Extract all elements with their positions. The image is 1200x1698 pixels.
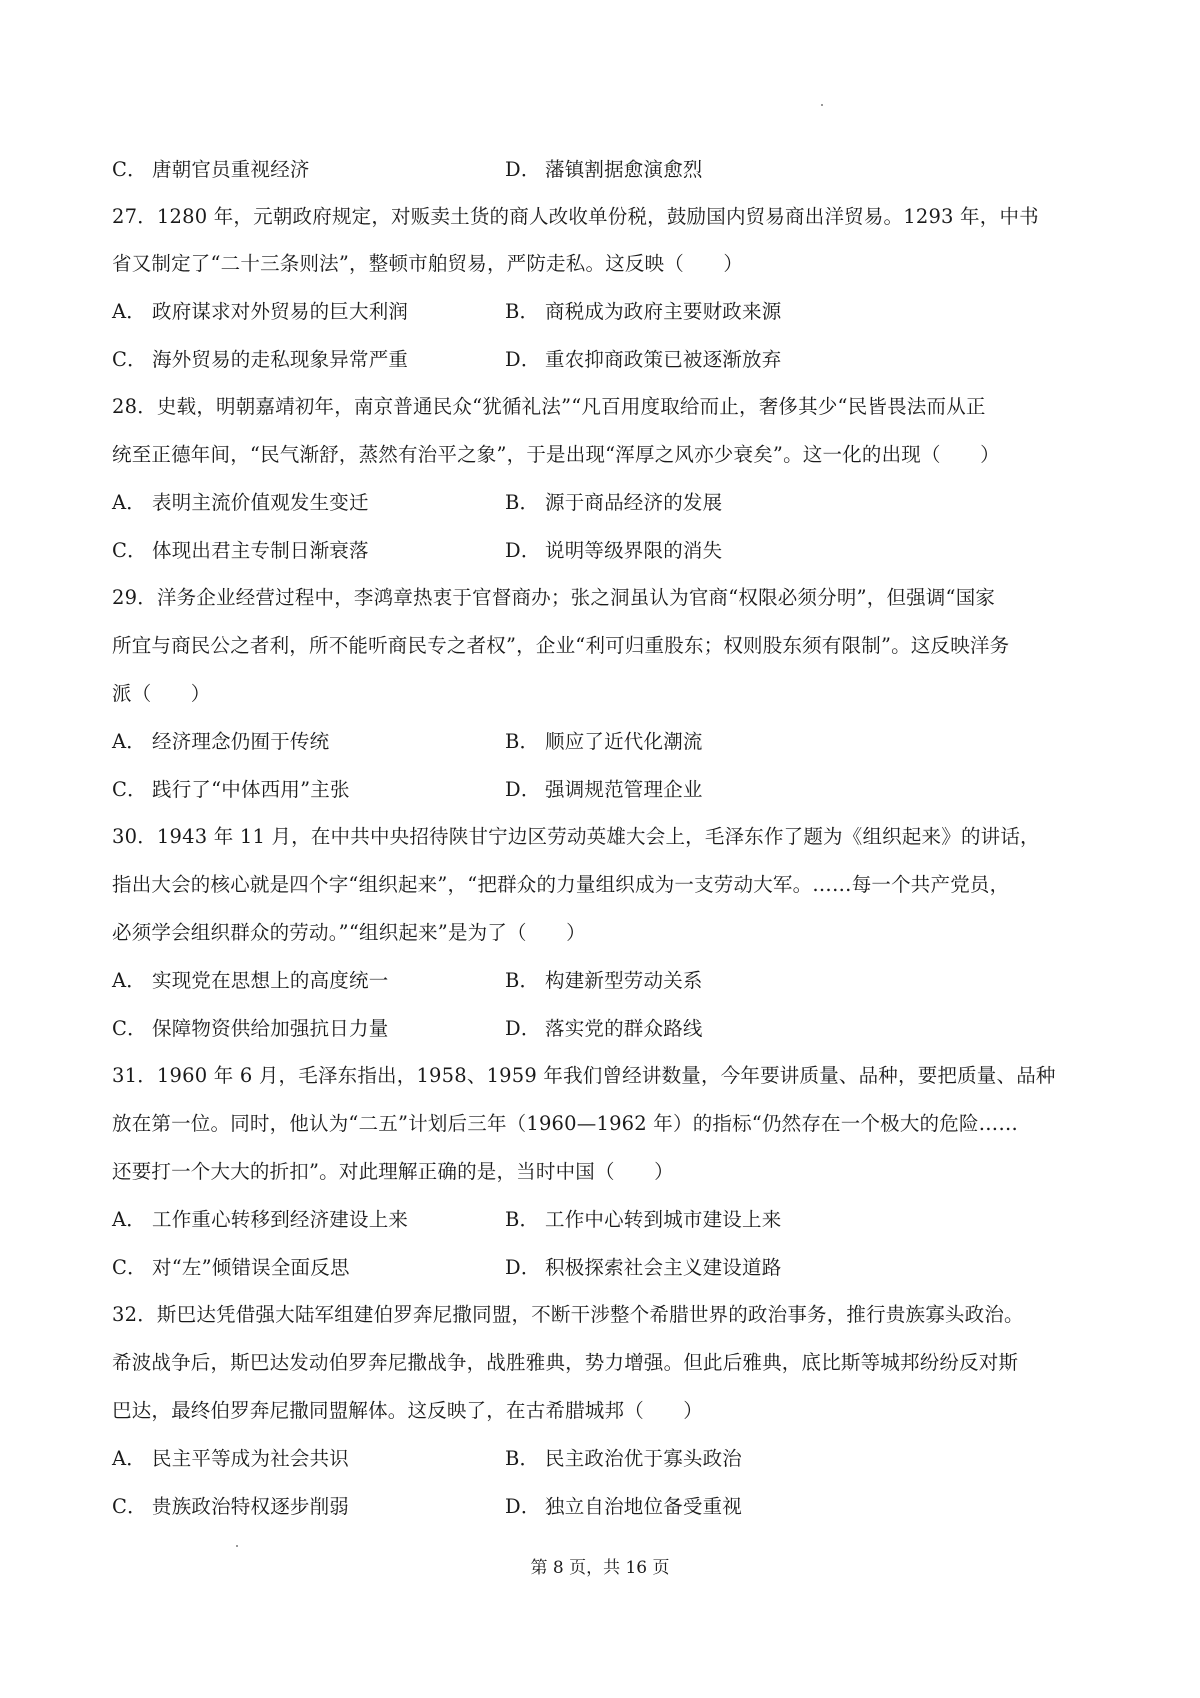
question-stem-line: 派（ ） — [112, 682, 211, 705]
option-letter: D． — [505, 348, 541, 371]
option-letter: D． — [505, 1017, 541, 1040]
option-text: 实现党在思想上的高度统一 — [152, 969, 389, 992]
option-text: 表明主流价值观发生变迁 — [152, 491, 369, 514]
option-b — [505, 298, 781, 326]
question-stem-line: 29．洋务企业经营过程中，李鸿章热衷于官督商办；张之洞虽认为官商“权限必须分明”，但强调“国家 — [112, 586, 996, 609]
question-stem-line: 必须学会组织群众的劳动。”“组织起来”是为了（ ） — [112, 921, 586, 944]
option-a — [112, 967, 388, 995]
question-stem-line: 巴达，最终伯罗奔尼撒同盟解体。这反映了，在古希腊城邦（ ） — [112, 1399, 704, 1422]
question-stem-line: 27．1280 年，元朝政府规定，对贩卖土货的商人改收单份税，鼓励国内贸易商出洋贸易。1293 年，中书 — [112, 205, 1039, 228]
option-text: 体现出君主专制日渐衰落 — [152, 539, 369, 562]
option-b — [505, 1206, 781, 1234]
question-stem-line: 放在第一位。同时，他认为“二五”计划后三年（1960—1962 年）的指标“仍然存在一个极大的危险…… — [112, 1112, 1019, 1135]
option-d — [505, 776, 703, 804]
option-text: 民主政治优于寡头政治 — [545, 1447, 743, 1470]
option-c — [112, 537, 369, 565]
option-letter: B． — [505, 969, 540, 992]
question-stem-line: 统至正德年间，“民气渐舒，蒸然有治平之象”，于是出现“浑厚之风亦少衰矣”。这一化的出现（ ） — [112, 443, 1000, 466]
option-a — [112, 728, 329, 756]
option-letter: A． — [112, 300, 146, 323]
option-text: 构建新型劳动关系 — [545, 969, 703, 992]
option-d — [505, 1015, 703, 1043]
question-stem-line: 32．斯巴达凭借强大陆军组建伯罗奔尼撒同盟，不断干涉整个希腊世界的政治事务，推行贵族寡头政治。 — [112, 1303, 1024, 1326]
option-letter: C． — [112, 1017, 147, 1040]
option-letter: C． — [112, 1256, 147, 1279]
option-text: 贵族政治特权逐步削弱 — [152, 1495, 350, 1518]
option-text: 商税成为政府主要财政来源 — [545, 300, 782, 323]
option-c — [112, 1493, 349, 1521]
option-letter: B． — [505, 491, 540, 514]
option-text: 民主平等成为社会共识 — [152, 1447, 350, 1470]
option-d — [505, 1493, 742, 1521]
option-letter: B． — [505, 730, 540, 753]
option-text: 说明等级界限的消失 — [545, 539, 723, 562]
option-b — [505, 489, 722, 517]
question-stem-line: 31．1960 年 6 月，毛泽东指出，1958、1959 年我们曾经讲数量，今年要讲质量、品种，要把质量、品种 — [112, 1064, 1056, 1087]
option-letter: A． — [112, 730, 146, 753]
option-text: 重农抑商政策已被逐渐放弃 — [545, 348, 782, 371]
option-c — [112, 346, 408, 374]
option-b — [505, 1445, 742, 1473]
option-b — [505, 728, 703, 756]
option-d — [505, 346, 781, 374]
question-stem-line: 所宜与商民公之者利，所不能听商民专之者权”，企业“利可归重股东；权则股东须有限制”。这反映洋务 — [112, 634, 1010, 657]
option-letter: C． — [112, 348, 147, 371]
option-letter: C． — [112, 1495, 147, 1518]
option-text: 唐朝官员重视经济 — [152, 158, 310, 181]
question-stem-line: 指出大会的核心就是四个字“组织起来”，“把群众的力量组织成为一支劳动大军。……每一个共产党员， — [112, 873, 1010, 896]
option-text: 独立自治地位备受重视 — [545, 1495, 743, 1518]
question-stem-line: 希波战争后，斯巴达发动伯罗奔尼撒战争，战胜雅典，势力增强。但此后雅典，底比斯等城邦纷纷反对斯 — [112, 1351, 1019, 1374]
option-c — [112, 1254, 350, 1282]
option-text: 工作中心转到城市建设上来 — [545, 1208, 782, 1231]
option-letter: C． — [112, 539, 147, 562]
option-c — [112, 156, 310, 184]
option-text: 对“左”倾错误全面反思 — [152, 1256, 350, 1279]
option-letter: A． — [112, 969, 146, 992]
question-stem-line: 28．史载，明朝嘉靖初年，南京普通民众“犹循礼法”“凡百用度取给而止，奢侈其少“民皆畏法而从正 — [112, 395, 986, 418]
option-text: 藩镇割据愈演愈烈 — [545, 158, 703, 181]
question-stem-line: 30．1943 年 11 月，在中共中央招待陕甘宁边区劳动英雄大会上，毛泽东作了题为《组织起来》的讲话， — [112, 825, 1040, 848]
option-text: 落实党的群众路线 — [545, 1017, 703, 1040]
option-a — [112, 489, 369, 517]
option-text: 践行了“中体西用”主张 — [152, 778, 350, 801]
option-letter: A． — [112, 1447, 146, 1470]
option-text: 工作重心转移到经济建设上来 — [152, 1208, 409, 1231]
option-letter: D． — [505, 539, 541, 562]
option-text: 积极探索社会主义建设道路 — [545, 1256, 782, 1279]
option-text: 政府谋求对外贸易的巨大利润 — [152, 300, 409, 323]
option-letter: B． — [505, 1447, 540, 1470]
option-letter: C． — [112, 778, 147, 801]
option-b — [505, 967, 703, 995]
option-text: 强调规范管理企业 — [545, 778, 703, 801]
option-text: 顺应了近代化潮流 — [545, 730, 703, 753]
option-letter: D． — [505, 1495, 541, 1518]
option-d — [505, 537, 722, 565]
option-letter: D． — [505, 1256, 541, 1279]
option-text: 源于商品经济的发展 — [545, 491, 723, 514]
option-text: 经济理念仍囿于传统 — [152, 730, 330, 753]
option-letter: B． — [505, 300, 540, 323]
option-letter: A． — [112, 1208, 146, 1231]
option-d — [505, 1254, 781, 1282]
question-stem-line: 还要打一个大大的折扣”。对此理解正确的是，当时中国（ ） — [112, 1160, 674, 1183]
option-letter: C． — [112, 158, 147, 181]
option-a — [112, 1206, 408, 1234]
option-letter: D． — [505, 778, 541, 801]
option-c — [112, 776, 350, 804]
option-text: 保障物资供给加强抗日力量 — [152, 1017, 389, 1040]
option-a — [112, 298, 408, 326]
option-text: 海外贸易的走私现象异常严重 — [152, 348, 409, 371]
option-letter: D． — [505, 158, 541, 181]
page-number-footer: 第 8 页，共 16 页 — [530, 1558, 670, 1578]
option-letter: B． — [505, 1208, 540, 1231]
option-c — [112, 1015, 388, 1043]
option-d — [505, 156, 703, 184]
scan-speck — [821, 104, 823, 106]
option-a — [112, 1445, 349, 1473]
question-stem-line: 省又制定了“二十三条则法”，整顿市舶贸易，严防走私。这反映（ ） — [112, 252, 744, 275]
scan-speck — [236, 1545, 238, 1547]
option-letter: A． — [112, 491, 146, 514]
